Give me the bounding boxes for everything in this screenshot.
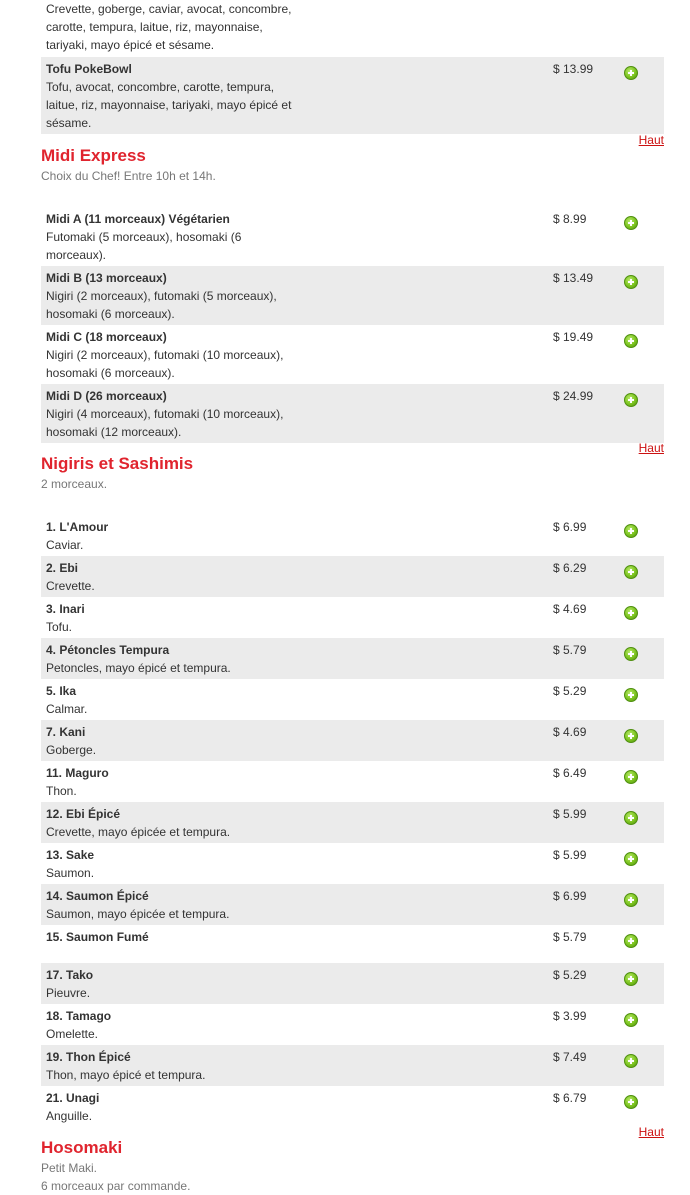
item-description: Saumon. [46,866,95,880]
item-price: $ 13.99 [553,62,594,76]
item-description: Goberge. [46,743,97,757]
item-name: 5. Ika [46,684,77,698]
item-name: 7. Kani [46,725,86,739]
add-to-cart-icon[interactable] [624,852,638,866]
section-title: Nigiris et Sashimis [41,454,194,473]
item-price: $ 5.99 [553,848,587,862]
pokebowl-list [41,0,664,134]
item-price: $ 19.49 [553,330,594,344]
section-subtitle: Petit Maki. [41,1161,98,1175]
item-name: Midi B (13 morceaux) [46,271,167,285]
item-price: $ 4.69 [553,602,587,616]
item-description: Tofu. [46,620,73,634]
menu-item [41,843,664,884]
item-price: $ 5.79 [553,643,587,657]
item-price: $ 6.99 [553,520,587,534]
item-description: Omelette. [46,1027,99,1041]
item-price: $ 3.99 [553,1009,587,1023]
item-name: Midi A (11 morceaux) Végétarien [46,212,230,226]
add-to-cart-icon[interactable] [624,606,638,620]
item-description: Crevette, goberge, caviar, avocat, concombre, carotte, tempura, laitue, riz, mayonnaise, tariyaki, mayo épicé et sésame. [46,2,292,52]
add-to-cart-icon[interactable] [624,1054,638,1068]
item-name: 2. Ebi [46,561,79,575]
menu-item [41,325,664,384]
add-to-cart-icon[interactable] [624,275,638,289]
add-to-cart-icon[interactable] [624,811,638,825]
menu-item [41,207,664,266]
menu-item [41,720,664,761]
section-subtitle-detail: 6 morceaux par commande. [41,1179,191,1193]
add-to-cart-icon[interactable] [624,1095,638,1109]
item-price: $ 7.49 [553,1050,587,1064]
add-to-cart-icon[interactable] [624,1013,638,1027]
item-description: Nigiri (4 morceaux), futomaki (10 morceaux), hosomaki (12 morceaux). [46,407,284,439]
menu-item [41,1004,664,1045]
item-name: 21. Unagi [46,1091,100,1105]
nigiri-list [41,515,664,1127]
item-price: $ 5.29 [553,684,587,698]
item-description: Anguille. [46,1109,93,1123]
item-price: $ 8.99 [553,212,587,226]
item-description: Saumon, mayo épicée et tempura. [46,907,230,921]
menu-item [41,597,664,638]
add-to-cart-icon[interactable] [624,216,638,230]
menu-item [41,57,664,134]
item-description: Futomaki (5 morceaux), hosomaki (6 morceaux). [46,230,242,262]
item-name: 1. L'Amour [46,520,109,534]
back-to-top-link[interactable]: Haut [638,1125,664,1139]
menu-item [41,515,664,556]
section-title: Hosomaki [41,1138,123,1157]
add-to-cart-icon[interactable] [624,565,638,579]
add-to-cart-icon[interactable] [624,524,638,538]
menu-item [41,679,664,720]
add-to-cart-icon[interactable] [624,334,638,348]
item-name: 4. Pétoncles Tempura [46,643,170,657]
add-to-cart-icon[interactable] [624,688,638,702]
menu-item [41,963,664,1004]
item-price: $ 6.99 [553,889,587,903]
midi-express-list [41,207,664,443]
add-to-cart-icon[interactable] [624,770,638,784]
menu-item [41,384,664,443]
item-name: Midi D (26 morceaux) [46,389,167,403]
add-to-cart-icon[interactable] [624,66,638,80]
item-name: 15. Saumon Fumé [46,930,149,944]
add-to-cart-icon[interactable] [624,934,638,948]
item-name: 17. Tako [46,968,94,982]
menu-item [41,638,664,679]
item-price: $ 5.29 [553,968,587,982]
menu-item [41,1086,664,1127]
item-name: 11. Maguro [46,766,109,780]
item-description: Calmar. [46,702,88,716]
back-to-top-link[interactable]: Haut [638,133,664,147]
item-name: 14. Saumon Épicé [46,889,149,903]
item-description: Petoncles, mayo épicé et tempura. [46,661,231,675]
item-description: Caviar. [46,538,84,552]
item-description: Pieuvre. [46,986,91,1000]
item-description: Crevette, mayo épicée et tempura. [46,825,231,839]
section-subtitle: Choix du Chef! Entre 10h et 14h. [41,169,216,183]
item-name: 3. Inari [46,602,85,616]
item-price: $ 4.69 [553,725,587,739]
item-price: $ 13.49 [553,271,594,285]
item-name: Midi C (18 morceaux) [46,330,167,344]
item-price: $ 24.99 [553,389,594,403]
item-name: 19. Thon Épicé [46,1050,131,1064]
item-name: 13. Sake [46,848,95,862]
add-to-cart-icon[interactable] [624,647,638,661]
item-description: Nigiri (2 morceaux), futomaki (10 morceaux), hosomaki (6 morceaux). [46,348,284,380]
add-to-cart-icon[interactable] [624,893,638,907]
item-price: $ 5.99 [553,807,587,821]
item-price: $ 5.79 [553,930,587,944]
item-description: Thon. [46,784,77,798]
menu-item [41,761,664,802]
item-description: Crevette. [46,579,95,593]
item-price: $ 6.49 [553,766,587,780]
menu-item [41,266,664,325]
item-name: 18. Tamago [46,1009,112,1023]
item-name: 12. Ebi Épicé [46,807,121,821]
menu-item [41,925,664,963]
add-to-cart-icon[interactable] [624,393,638,407]
menu-item [41,884,664,925]
item-price: $ 6.79 [553,1091,587,1105]
menu-item [41,802,664,843]
item-description: Thon, mayo épicé et tempura. [46,1068,206,1082]
section-title: Midi Express [41,146,146,165]
add-to-cart-icon[interactable] [624,729,638,743]
menu-item [41,556,664,597]
menu-item [41,0,664,57]
item-description: Tofu, avocat, concombre, carotte, tempura, laitue, riz, mayonnaise, tariyaki, mayo épicé et sésame. [46,80,292,130]
item-description: Nigiri (2 morceaux), futomaki (5 morceaux), hosomaki (6 morceaux). [46,289,277,321]
section-subtitle: 2 morceaux. [41,477,108,491]
add-to-cart-icon[interactable] [624,972,638,986]
item-name: Tofu PokeBowl [46,62,132,76]
menu-item [41,1045,664,1086]
item-price: $ 6.29 [553,561,587,575]
back-to-top-link[interactable]: Haut [638,441,664,455]
